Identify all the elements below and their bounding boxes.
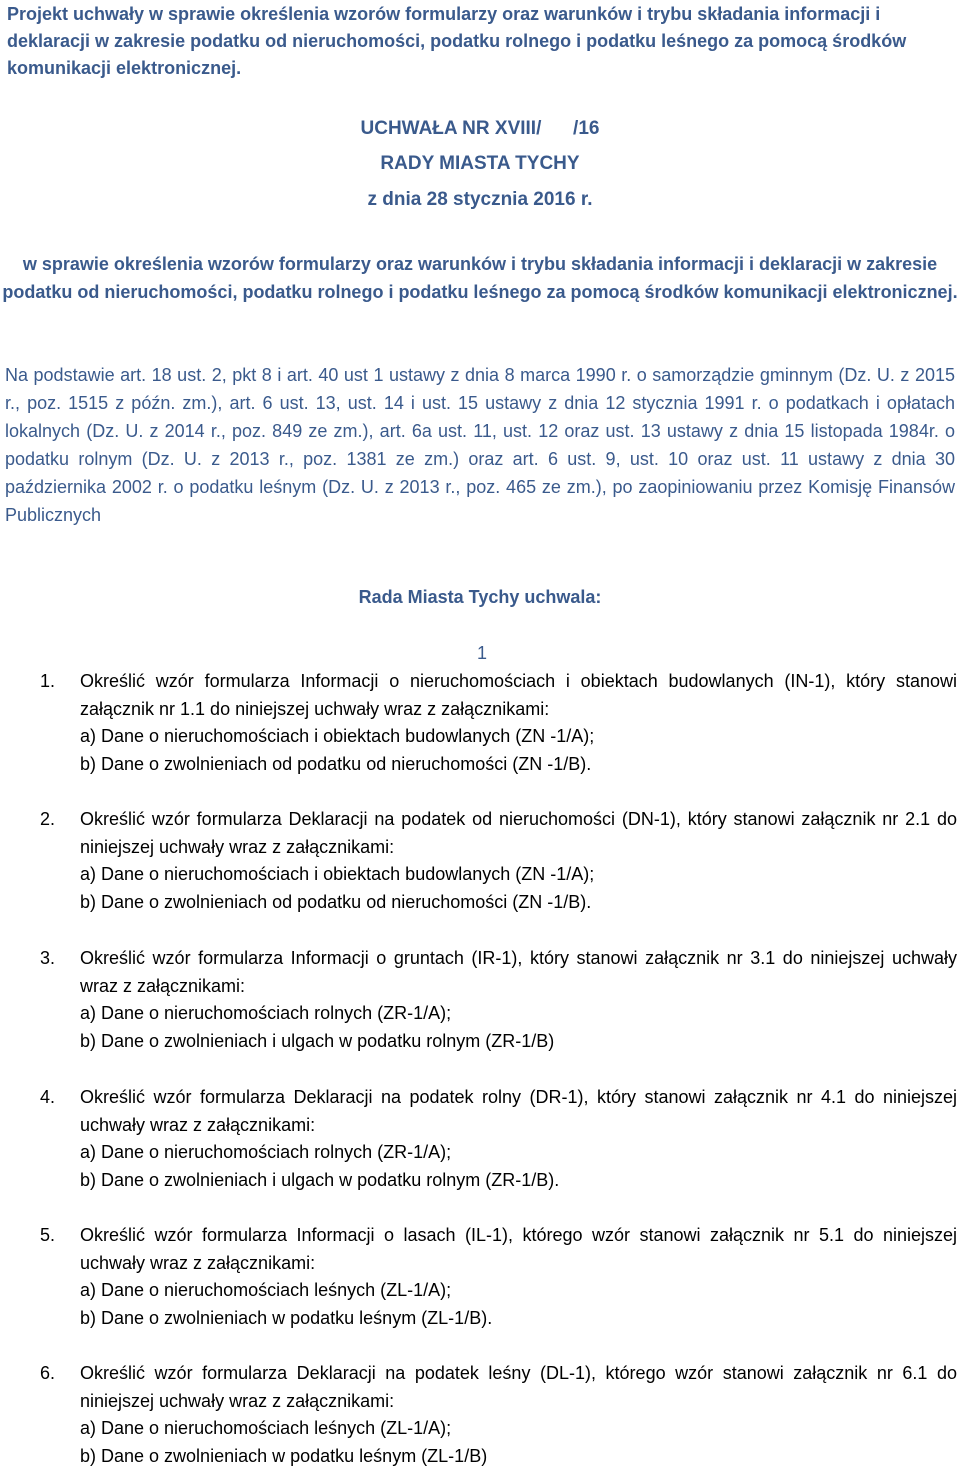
section-paragraph-number bbox=[462, 640, 502, 668]
resolution-number: UCHWAŁA NR XVIII/ /16 bbox=[360, 118, 600, 139]
item-sub-a: a) Dane o nieruchomościach i obiektach budowlanych (ZN -1/A); bbox=[80, 726, 595, 747]
item-number: 2. bbox=[40, 809, 56, 829]
item-body bbox=[80, 1084, 957, 1195]
item-sub-a: a) Dane o nieruchomościach rolnych (ZR-1/A); bbox=[80, 1142, 452, 1163]
item-number: 5. bbox=[40, 1225, 56, 1245]
item-body bbox=[80, 945, 957, 1056]
item-text: Określić wzór formularza Informacji o nieruchomościach i obiektach budowlanych (IN-1), który stanowi załącznik nr 1.1 do niniejszej uchwały wraz z załącznikami: bbox=[80, 671, 957, 719]
legal-basis-paragraph: Na podstawie art. 18 ust. 2, pkt 8 i art. 40 ust 1 ustawy z dnia 8 marca 1990 r. o samorządzie gminnym (Dz. U. z 2015 r., poz. 1515 z późn. zm.), art. 6 ust. 13, ust. 14 i ust. 15 ustawy z dnia 12 stycznia 1991 r. o podatkach i opłatach lokalnych (Dz. U. z 2014 r., poz. 849 ze zm.), art. 6a ust. 11, ust. 12 oraz ust. 13 ustawy z dnia 15 listopada 1984r. o podatku rolnym (Dz. U. z 2013 r., poz. 1381 ze zm.) oraz art. 6 ust. 9, ust. 10 oraz ust. 11 ustawy z dnia 30 października 2002 r. o podatku leśnym (Dz. U. z 2013 r., poz. 465 ze zm.), po zaopiniowaniu przez Komisję Finansów Publicznych bbox=[5, 365, 955, 526]
item-number: 4. bbox=[40, 1087, 56, 1107]
project-title: Projekt uchwały w sprawie określenia wzorów formularzy oraz warunków i trybu składania informacji i deklaracji w zakresie podatku od nieruchomości, podatku rolnego i podatku leśnego za pomocą środków komunikacji elektronicznej. bbox=[7, 4, 907, 78]
item-number: 6. bbox=[40, 1363, 56, 1383]
paragraph-number: 1 bbox=[476, 643, 487, 663]
item-text: Określić wzór formularza Deklaracji na podatek od nieruchomości (DN-1), który stanowi załącznik nr 2.1 do niniejszej uchwały wraz z załącznikami: bbox=[80, 809, 957, 857]
item-sub-a: a) Dane o nieruchomościach leśnych (ZL-1/A); bbox=[80, 1418, 452, 1439]
decision-heading: Rada Miasta Tychy uchwala: bbox=[358, 587, 602, 607]
item-text: Określić wzór formularza Informacji o gruntach (IR-1), który stanowi załącznik nr 3.1 do niniejszej uchwały wraz z załącznikami: bbox=[80, 948, 957, 996]
resolution-subject: w sprawie określenia wzorów formularzy oraz warunków i trybu składania informacji i deklaracji w zakresie podatku od nieruchomości, podatku rolnego i podatku leśnego za pomocą środków komunikacji elektronicznej. bbox=[2, 254, 958, 302]
item-body bbox=[80, 806, 957, 917]
item-sub-b: b) Dane o zwolnieniach od podatku od nieruchomości (ZN -1/B). bbox=[80, 754, 592, 775]
item-body bbox=[80, 1360, 957, 1471]
item-text: Określić wzór formularza Informacji o lasach (IL-1), którego wzór stanowi załącznik nr 5.1 do niniejszej uchwały wraz z załącznikami: bbox=[80, 1225, 957, 1273]
resolution-date: z dnia 28 stycznia 2016 r. bbox=[367, 189, 593, 210]
item-sub-a: a) Dane o nieruchomościach i obiektach budowlanych (ZN -1/A); bbox=[80, 864, 595, 885]
item-body bbox=[80, 1222, 957, 1333]
item-number: 1. bbox=[40, 671, 56, 691]
item-text: Określić wzór formularza Deklaracji na podatek rolny (DR-1), który stanowi załącznik nr 4.1 do niniejszej uchwały wraz z załącznikami: bbox=[80, 1087, 957, 1135]
item-sub-b: b) Dane o zwolnieniach i ulgach w podatku rolnym (ZR-1/B) bbox=[80, 1031, 555, 1052]
item-sub-b: b) Dane o zwolnieniach w podatku leśnym (ZL-1/B). bbox=[80, 1308, 493, 1329]
item-body bbox=[80, 668, 957, 779]
item-text: Określić wzór formularza Deklaracji na podatek leśny (DL-1), którego wzór stanowi załącznik nr 6.1 do niniejszej uchwały wraz z załącznikami: bbox=[80, 1363, 957, 1411]
item-sub-b: b) Dane o zwolnieniach i ulgach w podatku rolnym (ZR-1/B). bbox=[80, 1170, 560, 1191]
item-sub-b: b) Dane o zwolnieniach od podatku od nieruchomości (ZN -1/B). bbox=[80, 892, 592, 913]
item-sub-a: a) Dane o nieruchomościach leśnych (ZL-1/A); bbox=[80, 1280, 452, 1301]
item-sub-b: b) Dane o zwolnieniach w podatku leśnym (ZL-1/B) bbox=[80, 1446, 488, 1467]
council-name: RADY MIASTA TYCHY bbox=[380, 153, 580, 174]
item-number: 3. bbox=[40, 948, 56, 968]
item-sub-a: a) Dane o nieruchomościach rolnych (ZR-1/A); bbox=[80, 1003, 452, 1024]
